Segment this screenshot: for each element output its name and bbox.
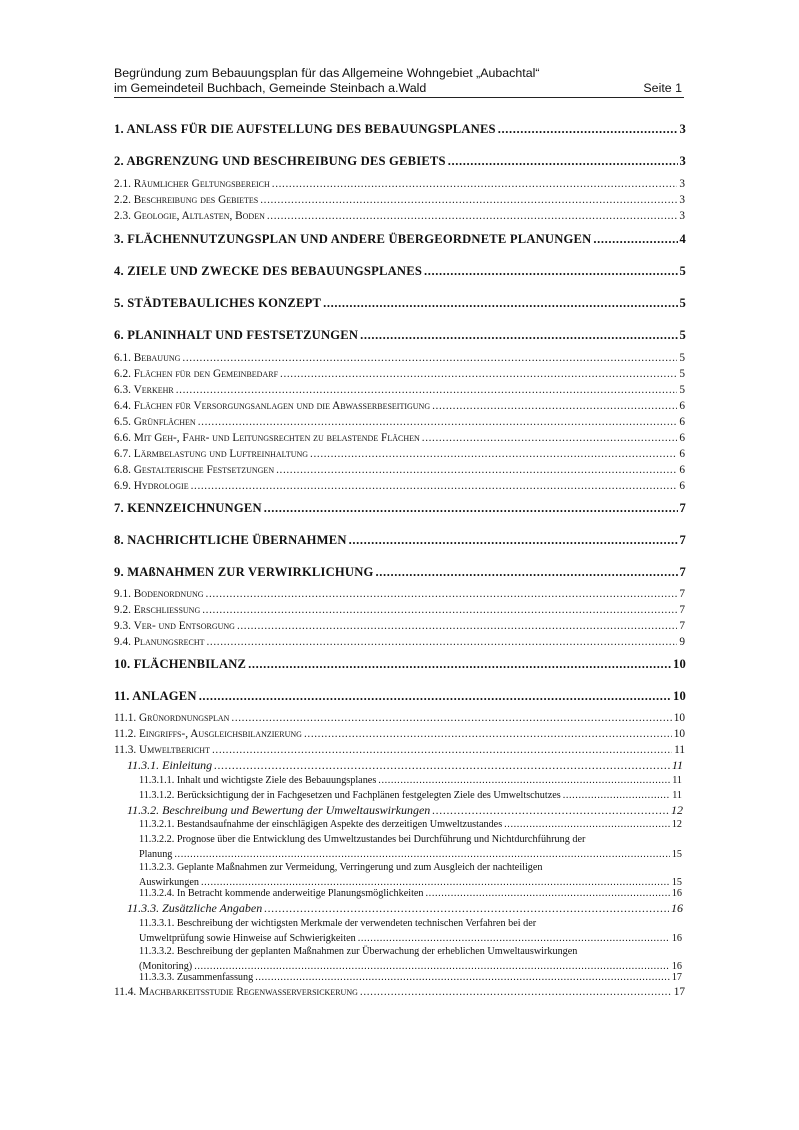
toc-entry-11-3-2-1[interactable] [139, 819, 682, 830]
toc-entry-page: 7 [679, 604, 685, 616]
toc-entry-page: 3 [679, 154, 686, 168]
dot-leader [349, 533, 678, 548]
toc-entry-label: 11.3.3.2. Beschreibung der geplanten Maßnahmen zur Überwachung der erheblichen Umweltauswirkungen [139, 946, 578, 957]
toc-entry-label: 11.4. Machbarkeitsstudie Regenwasserversickerung [114, 986, 358, 998]
toc-entry-label: 11.3.2.3. Geplante Maßnahmen zur Vermeidung, Verringerung und zum Ausgleich der nachteiligen [139, 862, 543, 873]
toc-entry-label: 11.3.2.4. In Betracht kommende anderweitige Planungsmöglichkeiten [139, 888, 424, 899]
toc-entry-8[interactable] [114, 533, 686, 548]
toc-entry-label-cont: Umweltprüfung sowie Hinweise auf Schwierigkeiten [139, 933, 356, 944]
dot-leader [191, 480, 678, 492]
toc-entry-5[interactable] [114, 296, 686, 311]
toc-entry-page: 6 [679, 400, 685, 412]
dot-leader [206, 588, 678, 600]
toc-entry-page: 10 [673, 689, 686, 703]
toc-entry-label: 11.1. Grünordnungsplan [114, 712, 230, 724]
toc-entry-page: 5 [679, 352, 685, 364]
dot-leader [199, 689, 671, 704]
toc-entry-page: 7 [679, 620, 685, 632]
toc-entry-label: 11.3.2.2. Prognose über die Entwicklung des Umweltzustandes bei Durchführung und Nichtdurchführung der [139, 834, 586, 845]
toc-entry-6[interactable] [114, 328, 686, 343]
toc-entry-11-4[interactable] [114, 986, 685, 998]
toc-entry-label: 11.3.3.3. Zusammenfassung [139, 972, 254, 983]
toc-entry-label: 2.2. Beschreibung des Gebietes [114, 194, 259, 206]
dot-leader [231, 712, 671, 724]
toc-entry-label: 11.3.1.1. Inhalt und wichtigste Ziele des Bebauungsplanes [139, 775, 377, 786]
toc-entry-page: 6 [679, 480, 685, 492]
toc-entry-11-3-1-1[interactable] [139, 775, 682, 786]
toc-entry-label: 11.3.3. Zusätzliche Angaben [127, 901, 263, 915]
toc-entry-label: 11.3.3.1. Beschreibung der wichtigsten Merkmale der verwendeten technischen Verfahren bei der [139, 918, 537, 929]
toc-entry-page: 11 [671, 758, 683, 772]
toc-entry-11-3-1-2[interactable] [139, 790, 682, 801]
toc-entry-9-3[interactable] [114, 620, 685, 632]
toc-entry-label: 11.3. Umweltbericht [114, 744, 210, 756]
dot-leader [255, 972, 670, 983]
page-header [114, 66, 684, 96]
toc-entry-label: 11.3.1.2. Berücksichtigung der in Fachgesetzen und Fachplänen festgelegten Ziele des Umweltschutzes [139, 790, 561, 801]
toc-entry-11-3-2-3[interactable] [139, 860, 682, 890]
toc-entry-6-9[interactable] [114, 480, 685, 492]
toc-entry-page: 12 [671, 819, 682, 830]
toc-entry-label: 2.3. Geologie, Altlasten, Boden [114, 210, 265, 222]
dot-leader [504, 819, 670, 830]
dot-leader [323, 296, 677, 311]
toc-entry-6-5[interactable] [114, 416, 685, 428]
toc-entry-page: 5 [679, 328, 686, 342]
toc-entry-11-3[interactable] [114, 744, 685, 756]
dot-leader [272, 178, 678, 190]
toc-entry-label: 6.9. Hydrologie [114, 480, 189, 492]
header-page-number: Seite 1 [643, 81, 682, 95]
toc-entry-page: 16 [671, 933, 682, 944]
toc-entry-label: 9. MAßNAHMEN ZUR VERWIRKLICHUNG [114, 565, 374, 579]
toc-entry-label: 2. ABGRENZUNG UND BESCHREIBUNG DES GEBIETS [114, 154, 446, 168]
toc-entry-6-6[interactable] [114, 432, 685, 444]
dot-leader [237, 620, 677, 632]
dot-leader [448, 154, 678, 169]
dot-leader [432, 803, 669, 818]
toc-entry-label: 8. NACHRICHTLICHE ÜBERNAHMEN [114, 533, 347, 547]
dot-leader [426, 888, 670, 899]
toc-entry-9-2[interactable] [114, 604, 685, 616]
toc-entry-page: 3 [679, 178, 685, 190]
toc-entry-page: 3 [679, 194, 685, 206]
toc-entry-6-4[interactable] [114, 400, 685, 412]
toc-entry-label: 9.3. Ver- und Entsorgung [114, 620, 235, 632]
toc-entry-page: 3 [679, 210, 685, 222]
dot-leader [207, 636, 678, 648]
dot-leader [360, 986, 672, 998]
toc-entry-9-1[interactable] [114, 588, 685, 600]
toc-entry-page: 11 [674, 744, 685, 756]
toc-entry-label: 9.2. Erschließung [114, 604, 201, 616]
toc-entry-label: 6.6. Mit Geh-, Fahr- und Leitungsrechten zu belastende Flächen [114, 432, 420, 444]
dot-leader [176, 384, 678, 396]
toc-entry-4[interactable] [114, 264, 686, 279]
toc-entry-label: 6.1. Bebauung [114, 352, 181, 364]
dot-leader [260, 194, 677, 206]
toc-entry-page: 16 [671, 961, 682, 972]
toc-entry-page: 5 [679, 368, 685, 380]
toc-entry-11-1[interactable] [114, 712, 685, 724]
dot-leader [248, 657, 671, 672]
toc-entry-11-3-2-2[interactable] [139, 832, 682, 862]
toc-entry-2-2[interactable] [114, 194, 685, 206]
toc-entry-11-3-3-1[interactable] [139, 916, 682, 946]
toc-entry-label: 10. FLÄCHENBILANZ [114, 657, 247, 671]
dot-leader [280, 368, 677, 380]
toc-entry-2-1[interactable] [114, 178, 685, 190]
toc-entry-page: 10 [673, 728, 685, 740]
toc-entry-2-3[interactable] [114, 210, 685, 222]
toc-entry-11[interactable] [114, 689, 686, 704]
toc-entry-label: 2.1. Räumlicher Geltungsbereich [114, 178, 270, 190]
dot-leader [267, 210, 677, 222]
toc-entry-page: 15 [671, 849, 682, 860]
dot-leader [212, 744, 672, 756]
toc-entry-page: 11 [672, 775, 682, 786]
toc-entry-11-3-2[interactable] [127, 803, 683, 818]
toc-entry-page: 16 [671, 901, 683, 915]
dot-leader [182, 352, 677, 364]
toc-entry-page: 12 [671, 803, 683, 817]
toc-entry-label: 11.3.2.1. Bestandsaufnahme der einschlägigen Aspekte des derzeitigen Umweltzustandes [139, 819, 503, 830]
dot-leader [432, 400, 677, 412]
toc-entry-label: 6.7. Lärmbelastung und Luftreinhaltung [114, 448, 309, 460]
toc-entry-page: 4 [679, 232, 686, 246]
toc-entry-page: 17 [673, 986, 685, 998]
dot-leader [422, 432, 678, 444]
dot-leader [304, 728, 672, 740]
dot-leader [264, 501, 678, 516]
toc-entry-9[interactable] [114, 565, 686, 580]
toc-entry-page: 5 [679, 264, 686, 278]
toc-entry-6-7[interactable] [114, 448, 685, 460]
toc-entry-11-3-2-4[interactable] [139, 888, 682, 899]
toc-entry-label: 11.3.1. Einleitung [127, 758, 213, 772]
toc-entry-label: 6.2. Flächen für den Gemeinbedarf [114, 368, 279, 380]
dot-leader [498, 122, 678, 137]
dot-leader [202, 604, 677, 616]
toc-entry-label: 3. FLÄCHENNUTZUNGSPLAN UND ANDERE ÜBERGEORDNETE PLANUNGEN [114, 232, 592, 246]
toc-entry-page: 10 [673, 712, 685, 724]
toc-entry-11-3-3-2[interactable] [139, 944, 682, 974]
toc-entry-6-8[interactable] [114, 464, 685, 476]
toc-entry-10[interactable] [114, 657, 686, 672]
dot-leader [593, 232, 677, 247]
toc-entry-9-4[interactable] [114, 636, 685, 648]
toc-entry-page: 7 [679, 588, 685, 600]
toc-entry-7[interactable] [114, 501, 686, 516]
header-title-line2-row [114, 81, 684, 96]
toc-entry-label: 11. ANLAGEN [114, 689, 197, 703]
toc-entry-page: 7 [679, 565, 686, 579]
toc-entry-label: 11.3.2. Beschreibung und Bewertung der Umweltauswirkungen [127, 803, 431, 817]
toc-entry-3[interactable] [114, 232, 686, 247]
header-rule [114, 97, 684, 98]
toc-entry-page: 10 [673, 657, 686, 671]
toc-entry-page: 6 [679, 448, 685, 460]
toc-entry-page: 16 [671, 888, 682, 899]
toc-entry-label: 6.3. Verkehr [114, 384, 174, 396]
toc-entry-label-cont: Planung [139, 849, 173, 860]
toc-entry-2[interactable] [114, 154, 686, 169]
toc-entry-label: 7. KENNZEICHNUNGEN [114, 501, 262, 515]
dot-leader [264, 901, 669, 916]
toc-entry-label: 6. PLANINHALT UND FESTSETZUNGEN [114, 328, 359, 342]
toc-entry-label: 1. ANLASS FÜR DIE AUFSTELLUNG DES BEBAUUNGSPLANES [114, 122, 496, 136]
toc-entry-label: 9.1. Bodenordnung [114, 588, 204, 600]
toc-entry-page: 11 [672, 790, 682, 801]
toc-entry-6-1[interactable] [114, 352, 685, 364]
toc-entry-label-cont: (Monitoring) [139, 961, 193, 972]
dot-leader [424, 264, 677, 279]
toc-entry-11-2[interactable] [114, 728, 685, 740]
toc-entry-label: 6.8. Gestalterische Festsetzungen [114, 464, 275, 476]
toc-entry-page: 7 [679, 533, 686, 547]
dot-leader [563, 790, 670, 801]
toc-entry-page: 6 [679, 432, 685, 444]
toc-entry-label: 5. STÄDTEBAULICHES KONZEPT [114, 296, 322, 310]
header-title-line2: im Gemeindeteil Buchbach, Gemeinde Steinbach a.Wald [114, 81, 427, 95]
header-title-line1: Begründung zum Bebauungsplan für das Allgemeine Wohngebiet „Aubachtal“ [114, 66, 540, 80]
toc-entry-label: 11.2. Eingriffs-, Ausgleichsbilanzierung [114, 728, 302, 740]
toc-entry-label: 6.4. Flächen für Versorgungsanlagen und die Abwasserbeseitigung [114, 400, 431, 412]
toc-entry-page: 9 [679, 636, 685, 648]
dot-leader [276, 464, 677, 476]
toc-entry-page: 5 [679, 384, 685, 396]
toc-entry-page: 7 [679, 501, 686, 515]
toc-entry-page: 15 [671, 877, 682, 888]
toc-entry-11-3-3[interactable] [127, 901, 683, 916]
toc-entry-label-cont: Auswirkungen [139, 877, 199, 888]
toc-entry-11-3-1[interactable] [127, 758, 683, 773]
toc-entry-page: 17 [671, 972, 682, 983]
toc-entry-page: 3 [679, 122, 686, 136]
toc-entry-page: 6 [679, 416, 685, 428]
toc-entry-6-3[interactable] [114, 384, 685, 396]
dot-leader [378, 775, 670, 786]
toc-entry-11-3-3-3[interactable] [139, 972, 682, 983]
toc-entry-label: 9.4. Planungsrecht [114, 636, 205, 648]
toc-entry-label: 4. ZIELE UND ZWECKE DES BEBAUUNGSPLANES [114, 264, 423, 278]
toc-entry-1[interactable] [114, 122, 686, 137]
dot-leader [310, 448, 677, 460]
dot-leader [376, 565, 678, 580]
toc-entry-page: 5 [679, 296, 686, 310]
dot-leader [360, 328, 677, 343]
toc-entry-6-2[interactable] [114, 368, 685, 380]
dot-leader [198, 416, 678, 428]
dot-leader [214, 758, 670, 773]
toc-entry-page: 6 [679, 464, 685, 476]
toc-entry-label: 6.5. Grünflächen [114, 416, 196, 428]
